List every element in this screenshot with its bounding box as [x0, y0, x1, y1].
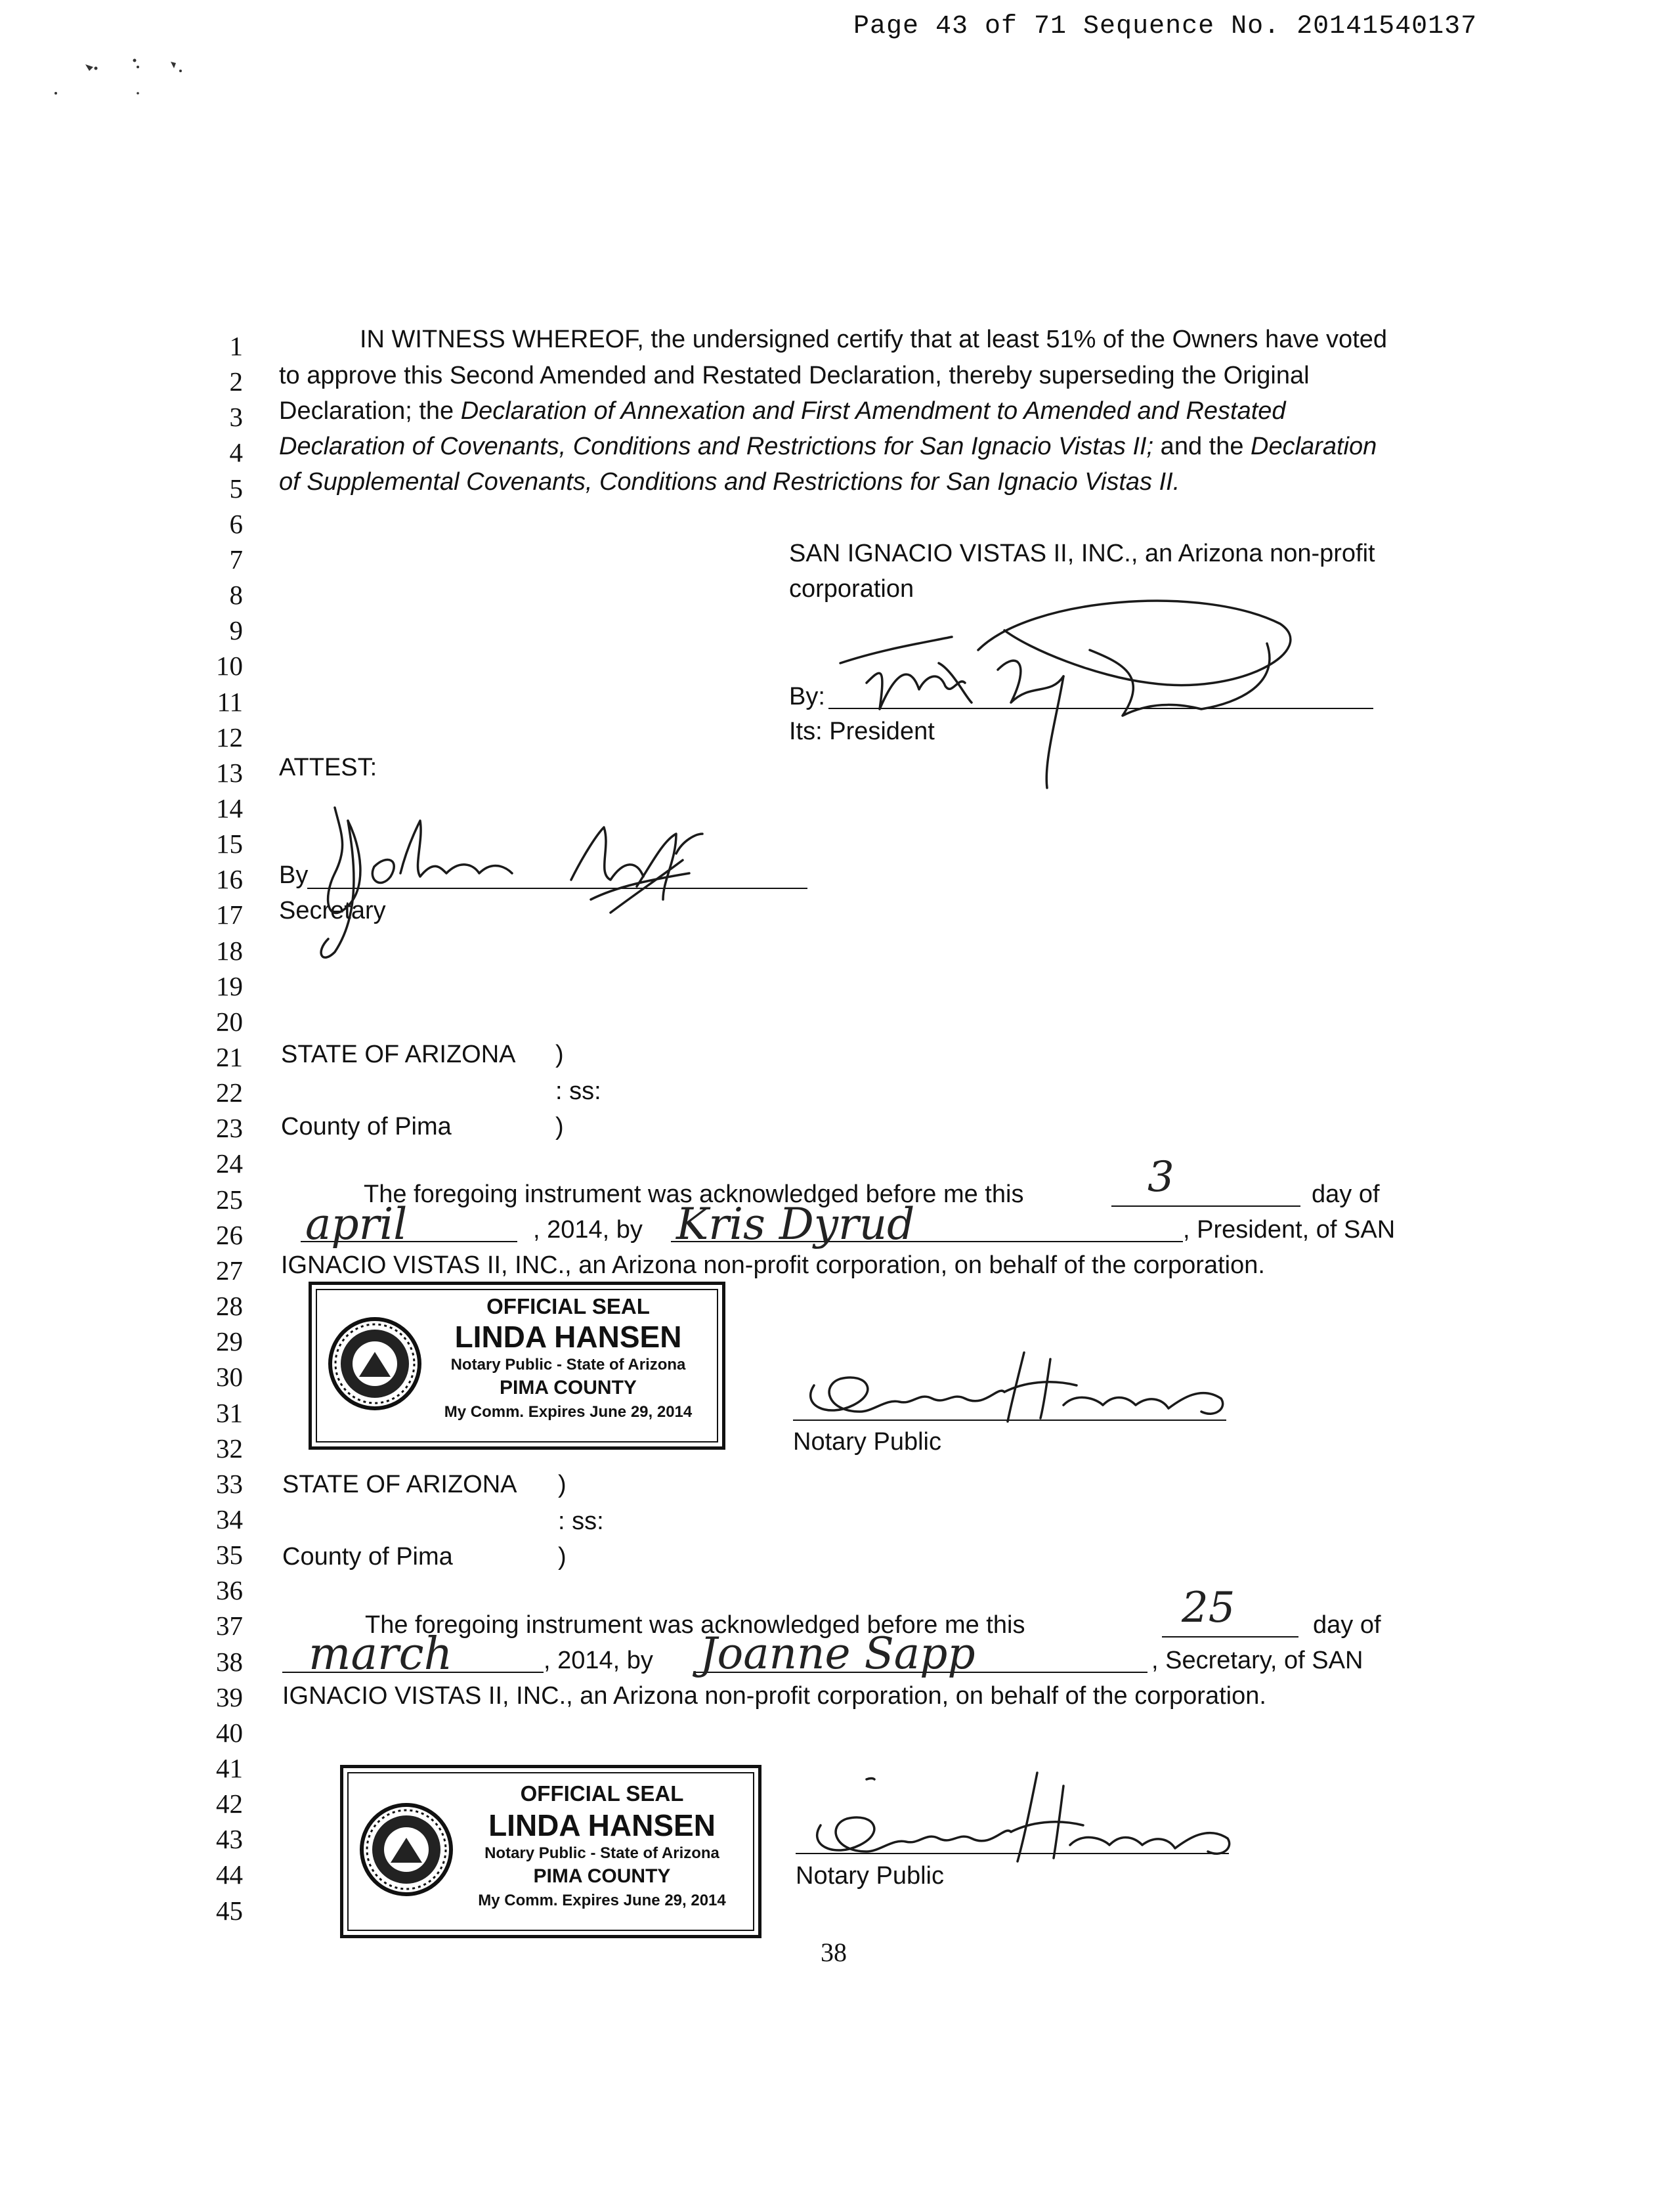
notary-seal-2 — [340, 1765, 761, 1938]
seal2-title: OFFICIAL SEAL — [520, 1781, 684, 1806]
line-number: 35 — [216, 1540, 243, 1571]
page-sequence-header: Page 43 of 71 Sequence No. 20141540137 — [853, 12, 1478, 41]
notary1-paren-bottom: ) — [555, 1113, 564, 1140]
notary2-state: STATE OF ARIZONA — [282, 1471, 517, 1498]
arizona-seal-emblem-icon — [358, 1801, 455, 1898]
notary1-paren-top: ) — [555, 1041, 564, 1068]
line-number: 14 — [216, 792, 243, 823]
line-number: 19 — [216, 970, 243, 1001]
notary1-name-handwritten: Kris Dyrud — [676, 1199, 915, 1249]
line-number: 4 — [229, 437, 243, 468]
line-number: 7 — [229, 544, 243, 575]
notary1-day-line — [1111, 1205, 1300, 1207]
witness-line-3-plain: Declaration; the — [279, 397, 461, 425]
notary2-day-handwritten: 25 — [1182, 1584, 1235, 1632]
line-number: 28 — [216, 1291, 243, 1322]
line-number: 34 — [216, 1504, 243, 1534]
attest-secretary-label: Secretary — [279, 897, 386, 924]
notary-seal-1 — [309, 1282, 725, 1450]
corp-its-president: Its: President — [789, 718, 935, 745]
witness-line-1: IN WITNESS WHEREOF, the undersigned certify that at least 51% of the Owners have voted — [360, 326, 1388, 353]
line-number: 45 — [216, 1895, 243, 1926]
line-number: 23 — [216, 1113, 243, 1144]
line-number: 6 — [229, 508, 243, 539]
notary2-secretary-of: , Secretary, of SAN — [1151, 1647, 1363, 1674]
line-number: 29 — [216, 1326, 243, 1357]
notary2-signature — [794, 1766, 1241, 1865]
line-number: 41 — [216, 1753, 243, 1783]
line-number: 31 — [216, 1397, 243, 1428]
notary2-paren-top: ) — [558, 1471, 567, 1498]
line-number: 5 — [229, 473, 243, 504]
line-number: 30 — [216, 1362, 243, 1393]
line-number: 13 — [216, 757, 243, 788]
notary1-ack-line-3: IGNACIO VISTAS II, INC., an Arizona non-profit corporation, on behalf of the corporation. — [281, 1251, 1265, 1279]
line-number: 18 — [216, 935, 243, 966]
line-number: 2 — [229, 366, 243, 397]
notary1-day-handwritten: 3 — [1147, 1153, 1174, 1202]
corp-name-line-2: corporation — [789, 575, 914, 603]
line-number: 12 — [216, 722, 243, 752]
line-number: 42 — [216, 1789, 243, 1819]
notary1-state: STATE OF ARIZONA — [281, 1041, 516, 1068]
notary2-day-of: day of — [1313, 1611, 1381, 1639]
line-number: 20 — [216, 1006, 243, 1037]
seal2-name: LINDA HANSEN — [488, 1808, 716, 1842]
notary2-paren-bottom: ) — [558, 1543, 567, 1571]
line-number: 43 — [216, 1824, 243, 1855]
witness-line-2: to approve this Second Amended and Restated Declaration, thereby superseding the Original — [279, 362, 1310, 389]
notary2-year: , 2014, by — [544, 1647, 653, 1674]
line-number: 25 — [216, 1184, 243, 1215]
seal2-county: PIMA COUNTY — [533, 1865, 671, 1887]
notary1-day-of: day of — [1312, 1181, 1380, 1208]
notary2-ss: : ss: — [558, 1507, 604, 1535]
arizona-seal-emblem-icon — [326, 1315, 423, 1412]
line-number: 40 — [216, 1717, 243, 1748]
line-number: 17 — [216, 900, 243, 930]
line-number: 39 — [216, 1681, 243, 1712]
president-signature — [781, 571, 1306, 794]
line-number: 24 — [216, 1148, 243, 1179]
line-number: 1 — [229, 331, 243, 361]
line-number: 26 — [216, 1219, 243, 1250]
line-number: 8 — [229, 580, 243, 611]
line-number: 36 — [216, 1575, 243, 1606]
corp-by-label: By: — [789, 683, 825, 710]
seal2-expires: My Comm. Expires June 29, 2014 — [478, 1892, 726, 1909]
witness-line-4 — [279, 433, 1377, 461]
witness-line-3-italic: Declaration of Annexation and First Amendment to Amended and Restated — [460, 397, 1286, 425]
seal2-role: Notary Public - State of Arizona — [484, 1844, 719, 1862]
notary1-signature — [788, 1346, 1234, 1431]
scan-specks — [46, 53, 217, 112]
witness-line-3 — [279, 397, 1286, 425]
attest-label: ATTEST: — [279, 754, 377, 781]
line-number: 9 — [229, 615, 243, 646]
notary1-ss: : ss: — [555, 1077, 601, 1105]
line-number: 37 — [216, 1611, 243, 1641]
seal1-county: PIMA COUNTY — [500, 1377, 637, 1399]
notary2-ack-line-1: The foregoing instrument was acknowledged before me this — [365, 1611, 1025, 1639]
notary1-year: , 2014, by — [533, 1216, 643, 1244]
line-number: 15 — [216, 829, 243, 859]
seal1-name: LINDA HANSEN — [454, 1320, 682, 1354]
line-number: 21 — [216, 1042, 243, 1072]
notary2-county: County of Pima — [282, 1543, 453, 1571]
line-number: 3 — [229, 402, 243, 433]
witness-line-4-italic-end: Declaration — [1251, 433, 1377, 460]
notary2-ack-line-3: IGNACIO VISTAS II, INC., an Arizona non-profit corporation, on behalf of the corporation. — [282, 1682, 1266, 1710]
line-number: 44 — [216, 1859, 243, 1890]
line-number: 16 — [216, 864, 243, 895]
seal1-title: OFFICIAL SEAL — [486, 1294, 650, 1318]
notary1-president-of: , President, of SAN — [1183, 1216, 1396, 1244]
line-number: 38 — [216, 1646, 243, 1677]
line-number: 32 — [216, 1433, 243, 1464]
notary2-notary-public: Notary Public — [796, 1862, 944, 1890]
notary1-month-handwritten: april — [305, 1199, 408, 1249]
seal1-expires: My Comm. Expires June 29, 2014 — [444, 1403, 693, 1421]
witness-line-4-plain: and the — [1153, 433, 1251, 460]
line-number: 27 — [216, 1255, 243, 1286]
secretary-signature — [309, 794, 781, 965]
page-number: 38 — [821, 1938, 847, 1967]
witness-line-4-italic: Declaration of Covenants, Conditions and Restrictions for San Ignacio Vistas II; — [279, 433, 1154, 460]
seal1-role: Notary Public - State of Arizona — [450, 1356, 686, 1374]
notary2-month-handwritten: march — [309, 1628, 453, 1680]
line-number: 22 — [216, 1077, 243, 1108]
notary1-notary-public: Notary Public — [793, 1428, 941, 1456]
notary2-day-line — [1162, 1636, 1298, 1637]
line-number: 10 — [216, 651, 243, 682]
witness-line-5: of Supplemental Covenants, Conditions and Restrictions for San Ignacio Vistas II. — [279, 468, 1180, 496]
notary1-ack-line-1: The foregoing instrument was acknowledged before me this — [364, 1181, 1024, 1208]
corp-name-line-1: SAN IGNACIO VISTAS II, INC., an Arizona non-profit — [789, 540, 1375, 567]
attest-by-label: By — [279, 861, 309, 889]
line-number: 33 — [216, 1468, 243, 1499]
line-number: 11 — [217, 686, 243, 717]
notary1-county: County of Pima — [281, 1113, 452, 1140]
notary2-name-handwritten: Joanne Sapp — [700, 1628, 975, 1679]
